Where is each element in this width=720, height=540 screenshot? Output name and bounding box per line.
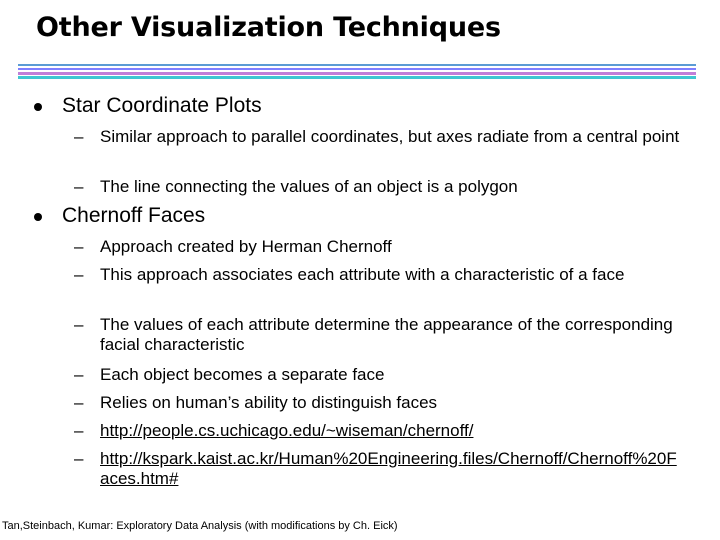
slide-footer: Tan,Steinbach, Kumar: Exploratory Data Analysis (with modifications by Ch. Eick) xyxy=(2,520,398,532)
slide-title: Other Visualization Techniques xyxy=(36,12,501,43)
title-underline xyxy=(18,64,696,78)
dash-icon: – xyxy=(74,449,84,468)
dash-icon: – xyxy=(74,237,84,256)
underline-stripe-purple xyxy=(18,72,696,75)
dash-icon: – xyxy=(74,177,84,196)
chernoff-link-uchicago[interactable]: http://people.cs.uchicago.edu/~wiseman/chernoff/ xyxy=(100,421,474,440)
dash-icon: – xyxy=(74,365,84,384)
bullet-label: Star Coordinate Plots xyxy=(62,94,262,117)
dash-icon: – xyxy=(74,421,84,440)
sub-item-text: The values of each attribute determine the appearance of the corresponding facial characteristic xyxy=(100,315,673,354)
sub-item-text: Approach created by Herman Chernoff xyxy=(100,237,392,256)
sub-item-text: The line connecting the values of an object is a polygon xyxy=(100,177,518,196)
underline-stripe-cyan xyxy=(18,76,696,79)
dash-icon: – xyxy=(74,265,84,284)
underline-stripe-violet xyxy=(18,68,696,70)
dash-icon: – xyxy=(74,127,84,146)
sub-item-text: Each object becomes a separate face xyxy=(100,365,385,384)
sub-item-text: This approach associates each attribute with a characteristic of a face xyxy=(100,265,625,284)
dash-icon: – xyxy=(74,315,84,334)
bullet-dot-icon xyxy=(34,103,42,111)
chernoff-link-kaist[interactable]: http://kspark.kaist.ac.kr/Human%20Engineering.files/Chernoff/Chernoff%20Faces.htm# xyxy=(100,449,677,488)
underline-stripe-blue xyxy=(18,64,696,66)
sub-item-text: Relies on human’s ability to distinguish faces xyxy=(100,393,438,412)
sub-item-text: Similar approach to parallel coordinates, but axes radiate from a central point xyxy=(100,127,680,146)
dash-icon: – xyxy=(74,393,84,412)
bullet-label: Chernoff Faces xyxy=(62,204,206,227)
bullet-dot-icon xyxy=(34,213,42,221)
